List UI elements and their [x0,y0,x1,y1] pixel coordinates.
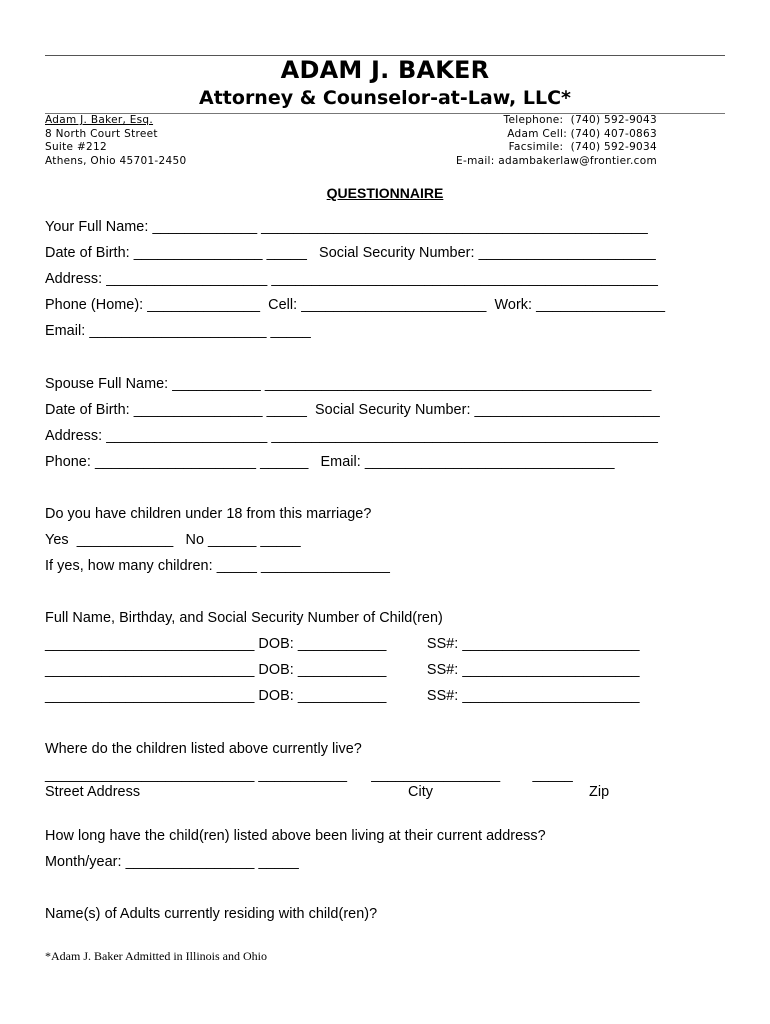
residence-question: Where do the children listed above currently live? [45,741,362,757]
residence-blank-line: __________________________ ___________ ________________ _____ [45,767,573,783]
office-address [45,114,186,168]
children-yes-no-field: Yes ____________ No ______ _____ [45,532,301,548]
children-count-field: If yes, how many children: _____ ________________ [45,558,390,574]
spouse-full-name-field: Spouse Full Name: ___________ ________________________________________________ [45,376,652,392]
spouse-dob-ssn-field: Date of Birth: ________________ _____ Social Security Number: _______________________ [45,402,660,418]
address-line-name: Adam J. Baker, Esq. [45,114,154,126]
city-label: City [408,784,433,800]
child-row: __________________________ DOB: ___________ SS#: ______________________ [45,636,640,652]
spouse-address-field: Address: ____________________ ________________________________________________ [45,428,658,444]
admission-footnote: *Adam J. Baker Admitted in Illinois and Ohio [45,949,267,963]
residence-duration-question: How long have the child(ren) listed above been living at their current address? [45,828,546,844]
children-question: Do you have children under 18 from this marriage? [45,506,372,522]
adults-question: Name(s) of Adults currently residing with child(ren)? [45,906,378,922]
cell-line: Adam Cell: (740) 407-0863 [507,127,657,140]
address-line-city: Athens, Ohio 45701-2450 [45,154,187,167]
client-full-name-field: Your Full Name: _____________ ________________________________________________ [45,219,648,235]
address-line-suite: Suite #212 [45,141,107,154]
client-email-field: Email: ______________________ _____ [45,323,311,339]
email-line: E-mail: adambakerlaw@frontier.com [456,154,657,167]
child-row: __________________________ DOB: ___________ SS#: ______________________ [45,688,640,704]
spouse-phone-email-field: Phone: ____________________ ______ Email: _______________________________ [45,454,615,470]
contact-info [456,114,657,168]
client-phones-field: Phone (Home): ______________ Cell: _______________________ Work: ________________ [45,297,665,313]
children-list-heading: Full Name, Birthday, and Social Security Number of Child(ren) [45,610,443,626]
address-line-street: 8 North Court Street [45,127,158,140]
client-address-field: Address: ____________________ ________________________________________________ [45,271,658,287]
firm-name: Attorney & Counselor-at-Law, LLC* [199,87,571,109]
attorney-name: ADAM J. BAKER [280,56,490,84]
zip-label: Zip [589,784,610,800]
telephone-line: Telephone: (740) 592-9043 [503,114,657,126]
document-title: QUESTIONNAIRE [326,185,444,201]
fax-line: Facsimile: (740) 592-9034 [508,141,657,154]
client-dob-ssn-field: Date of Birth: ________________ _____ Social Security Number: ______________________ [45,245,656,261]
month-year-field: Month/year: ________________ _____ [45,854,299,870]
child-row: __________________________ DOB: ___________ SS#: ______________________ [45,662,640,678]
street-address-label: Street Address [45,784,141,800]
